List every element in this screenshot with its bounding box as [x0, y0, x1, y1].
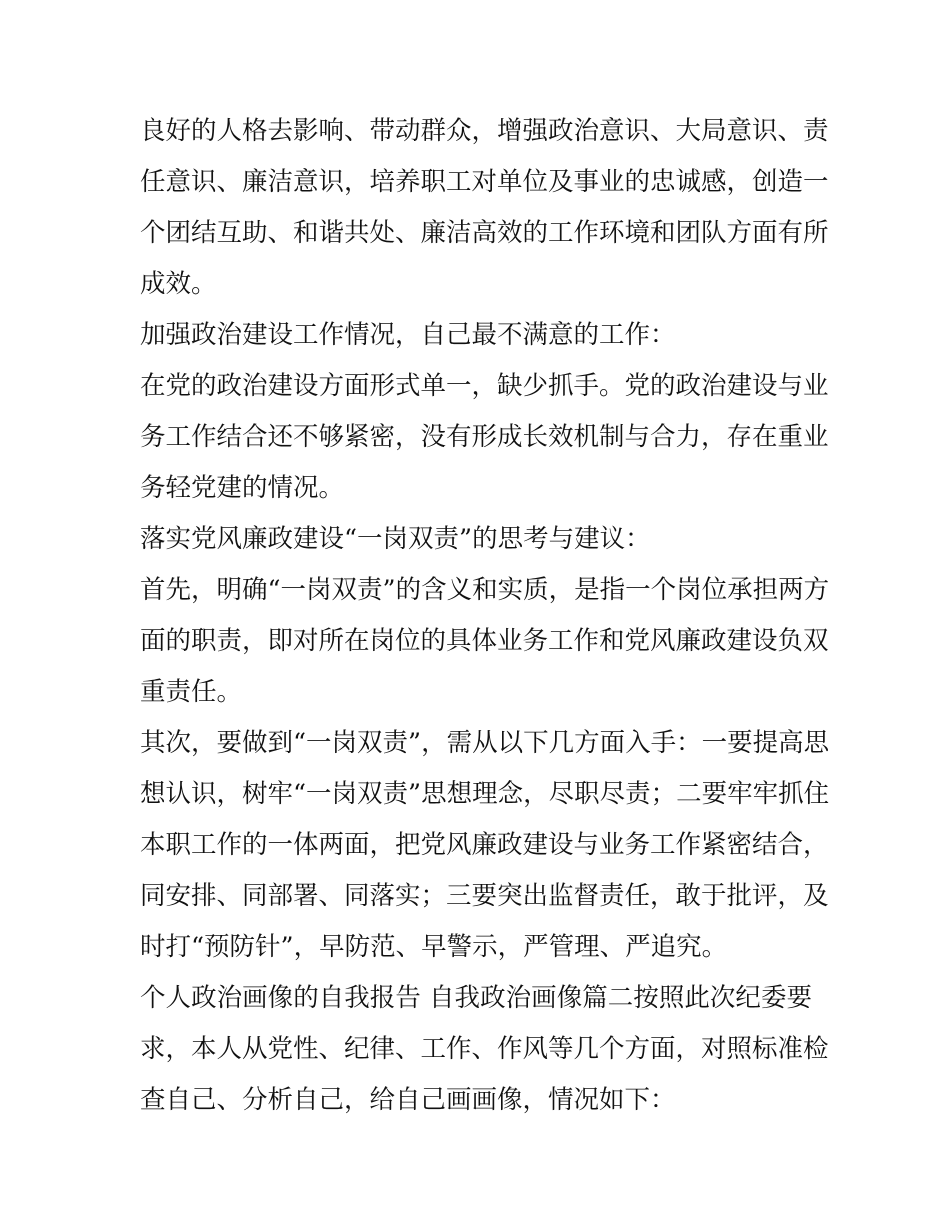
text-line: 个团结互助、和谐共处、廉洁高效的工作环境和团队方面有所: [140, 218, 829, 248]
text-line: 落实党风廉政建设“一岗双责”的思考与建议：: [140, 524, 651, 554]
text-line: 同安排、同部署、同落实；三要突出监督责任，敢于批评，及: [140, 881, 829, 911]
text-line: 务工作结合还不够紧密，没有形成长效机制与合力，存在重业: [140, 422, 829, 452]
text-line: 其次，要做到“一岗双责”，需从以下几方面入手：一要提高思: [140, 728, 830, 758]
text-line: 在党的政治建设方面形式单一，缺少抓手。党的政治建设与业: [140, 371, 829, 401]
text-line: 成效。: [140, 269, 217, 299]
text-line: 重责任。: [140, 677, 243, 707]
text-line: 个人政治画像的自我报告 自我政治画像篇二按照此次纪委要: [140, 983, 812, 1013]
text-line: 想认识，树牢“一岗双责”思想理念，尽职尽责；二要牢牢抓住: [140, 779, 830, 809]
text-line: 务轻党建的情况。: [140, 473, 345, 503]
text-line: 加强政治建设工作情况，自己最不满意的工作：: [140, 320, 676, 350]
text-line: 首先，明确“一岗双责”的含义和实质，是指一个岗位承担两方: [140, 575, 830, 605]
document-body: [140, 106, 830, 1126]
text-line: 时打“预防针”，早防范、早警示，严管理、严追究。: [140, 932, 728, 962]
text-line: 本职工作的一体两面，把党风廉政建设与业务工作紧密结合，: [140, 830, 829, 860]
text-line: 查自己、分析自己，给自己画画像，情况如下：: [140, 1085, 676, 1115]
text-line: 良好的人格去影响、带动群众，增强政治意识、大局意识、责: [140, 116, 829, 146]
text-line: 求，本人从党性、纪律、工作、作风等几个方面，对照标准检: [140, 1034, 829, 1064]
text-line: 任意识、廉洁意识，培养职工对单位及事业的忠诚感，创造一: [140, 167, 829, 197]
text-line: 面的职责，即对所在岗位的具体业务工作和党风廉政建设负双: [140, 626, 829, 656]
